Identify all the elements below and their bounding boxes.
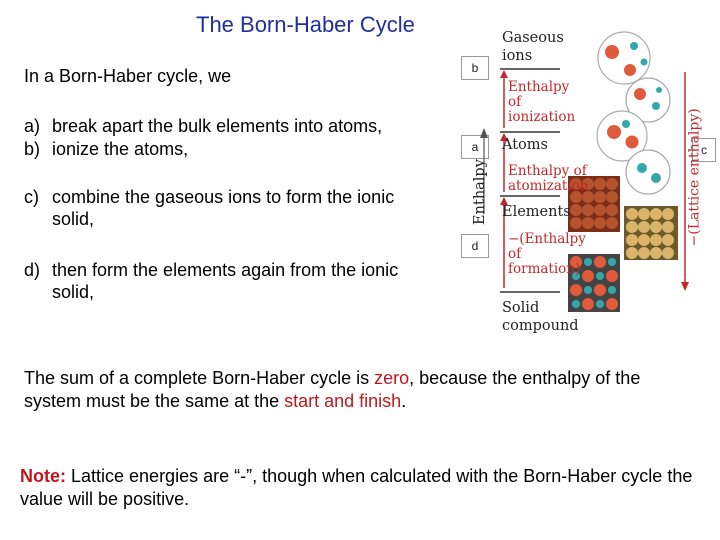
- step-c-text: combine the gaseous ions to form the ionic solid,: [52, 187, 395, 229]
- step-c-marker: c): [24, 187, 39, 207]
- sum-paragraph: [24, 367, 694, 413]
- step-a-marker: a): [24, 116, 41, 136]
- label-atoms: Atoms: [502, 137, 548, 153]
- sum-part3: .: [401, 391, 407, 411]
- sum-zero: zero: [374, 368, 410, 388]
- step-b-marker: b): [24, 139, 41, 159]
- label-ionization-2: of: [508, 94, 522, 110]
- arrow-ionization: [500, 70, 508, 78]
- label-enthalpy-axis: Enthalpy: [472, 159, 488, 225]
- arrow-lattice: [681, 282, 689, 291]
- note-label: Note:: [20, 466, 66, 486]
- step-c: [24, 186, 424, 230]
- label-formation-2: of: [508, 246, 522, 262]
- label-solid: Solid: [502, 300, 540, 316]
- intro-text: In a Born-Haber cycle, we: [24, 66, 232, 86]
- step-a-text: break apart the bulk elements into atoms,: [52, 116, 383, 136]
- note-paragraph: [20, 465, 700, 511]
- label-compound: compound: [502, 318, 579, 334]
- marker-d: d: [461, 234, 489, 258]
- step-d: [24, 259, 424, 303]
- marker-b: b: [461, 56, 489, 80]
- step-d-marker: d): [24, 260, 41, 280]
- step-b: [24, 138, 444, 160]
- marker-c: c: [692, 138, 716, 162]
- born-haber-diagram: [464, 24, 708, 350]
- step-a: [24, 115, 444, 137]
- label-formation-3: formation): [508, 261, 581, 277]
- sum-part1: The sum of a complete Born-Haber cycle is: [24, 368, 375, 388]
- ions-circle-1: [598, 32, 650, 84]
- label-formation-1: −(Enthalpy: [508, 231, 586, 247]
- step-d-text: then form the elements again from the ionic solid,: [52, 260, 399, 302]
- sum-part2: , because the enthalpy of the system must be the same at the: [24, 368, 641, 411]
- label-ionization-3: ionization: [508, 109, 576, 125]
- step-b-text: ionize the atoms,: [52, 139, 189, 159]
- atoms-circle-2: [626, 150, 670, 194]
- arrow-enthalpy-axis: [480, 128, 488, 138]
- label-gaseous: Gaseous: [502, 30, 564, 46]
- sum-start-finish: start and finish: [284, 391, 402, 411]
- marker-a: a: [461, 135, 489, 159]
- label-atomization-1: Enthalpy of: [508, 163, 587, 179]
- label-atomization-2: atomization: [508, 178, 589, 194]
- slide-title: The Born-Haber Cycle: [196, 12, 415, 37]
- label-lattice-enthalpy: −(Lattice enthalpy): [686, 108, 703, 247]
- label-elements: Elements: [502, 204, 571, 220]
- note-text: Lattice energies are “-”, though when calculated with the Born-Haber cycle the value will be positive.: [20, 466, 693, 509]
- label-ions: ions: [502, 48, 533, 64]
- label-ionization-1: Enthalpy: [508, 79, 570, 95]
